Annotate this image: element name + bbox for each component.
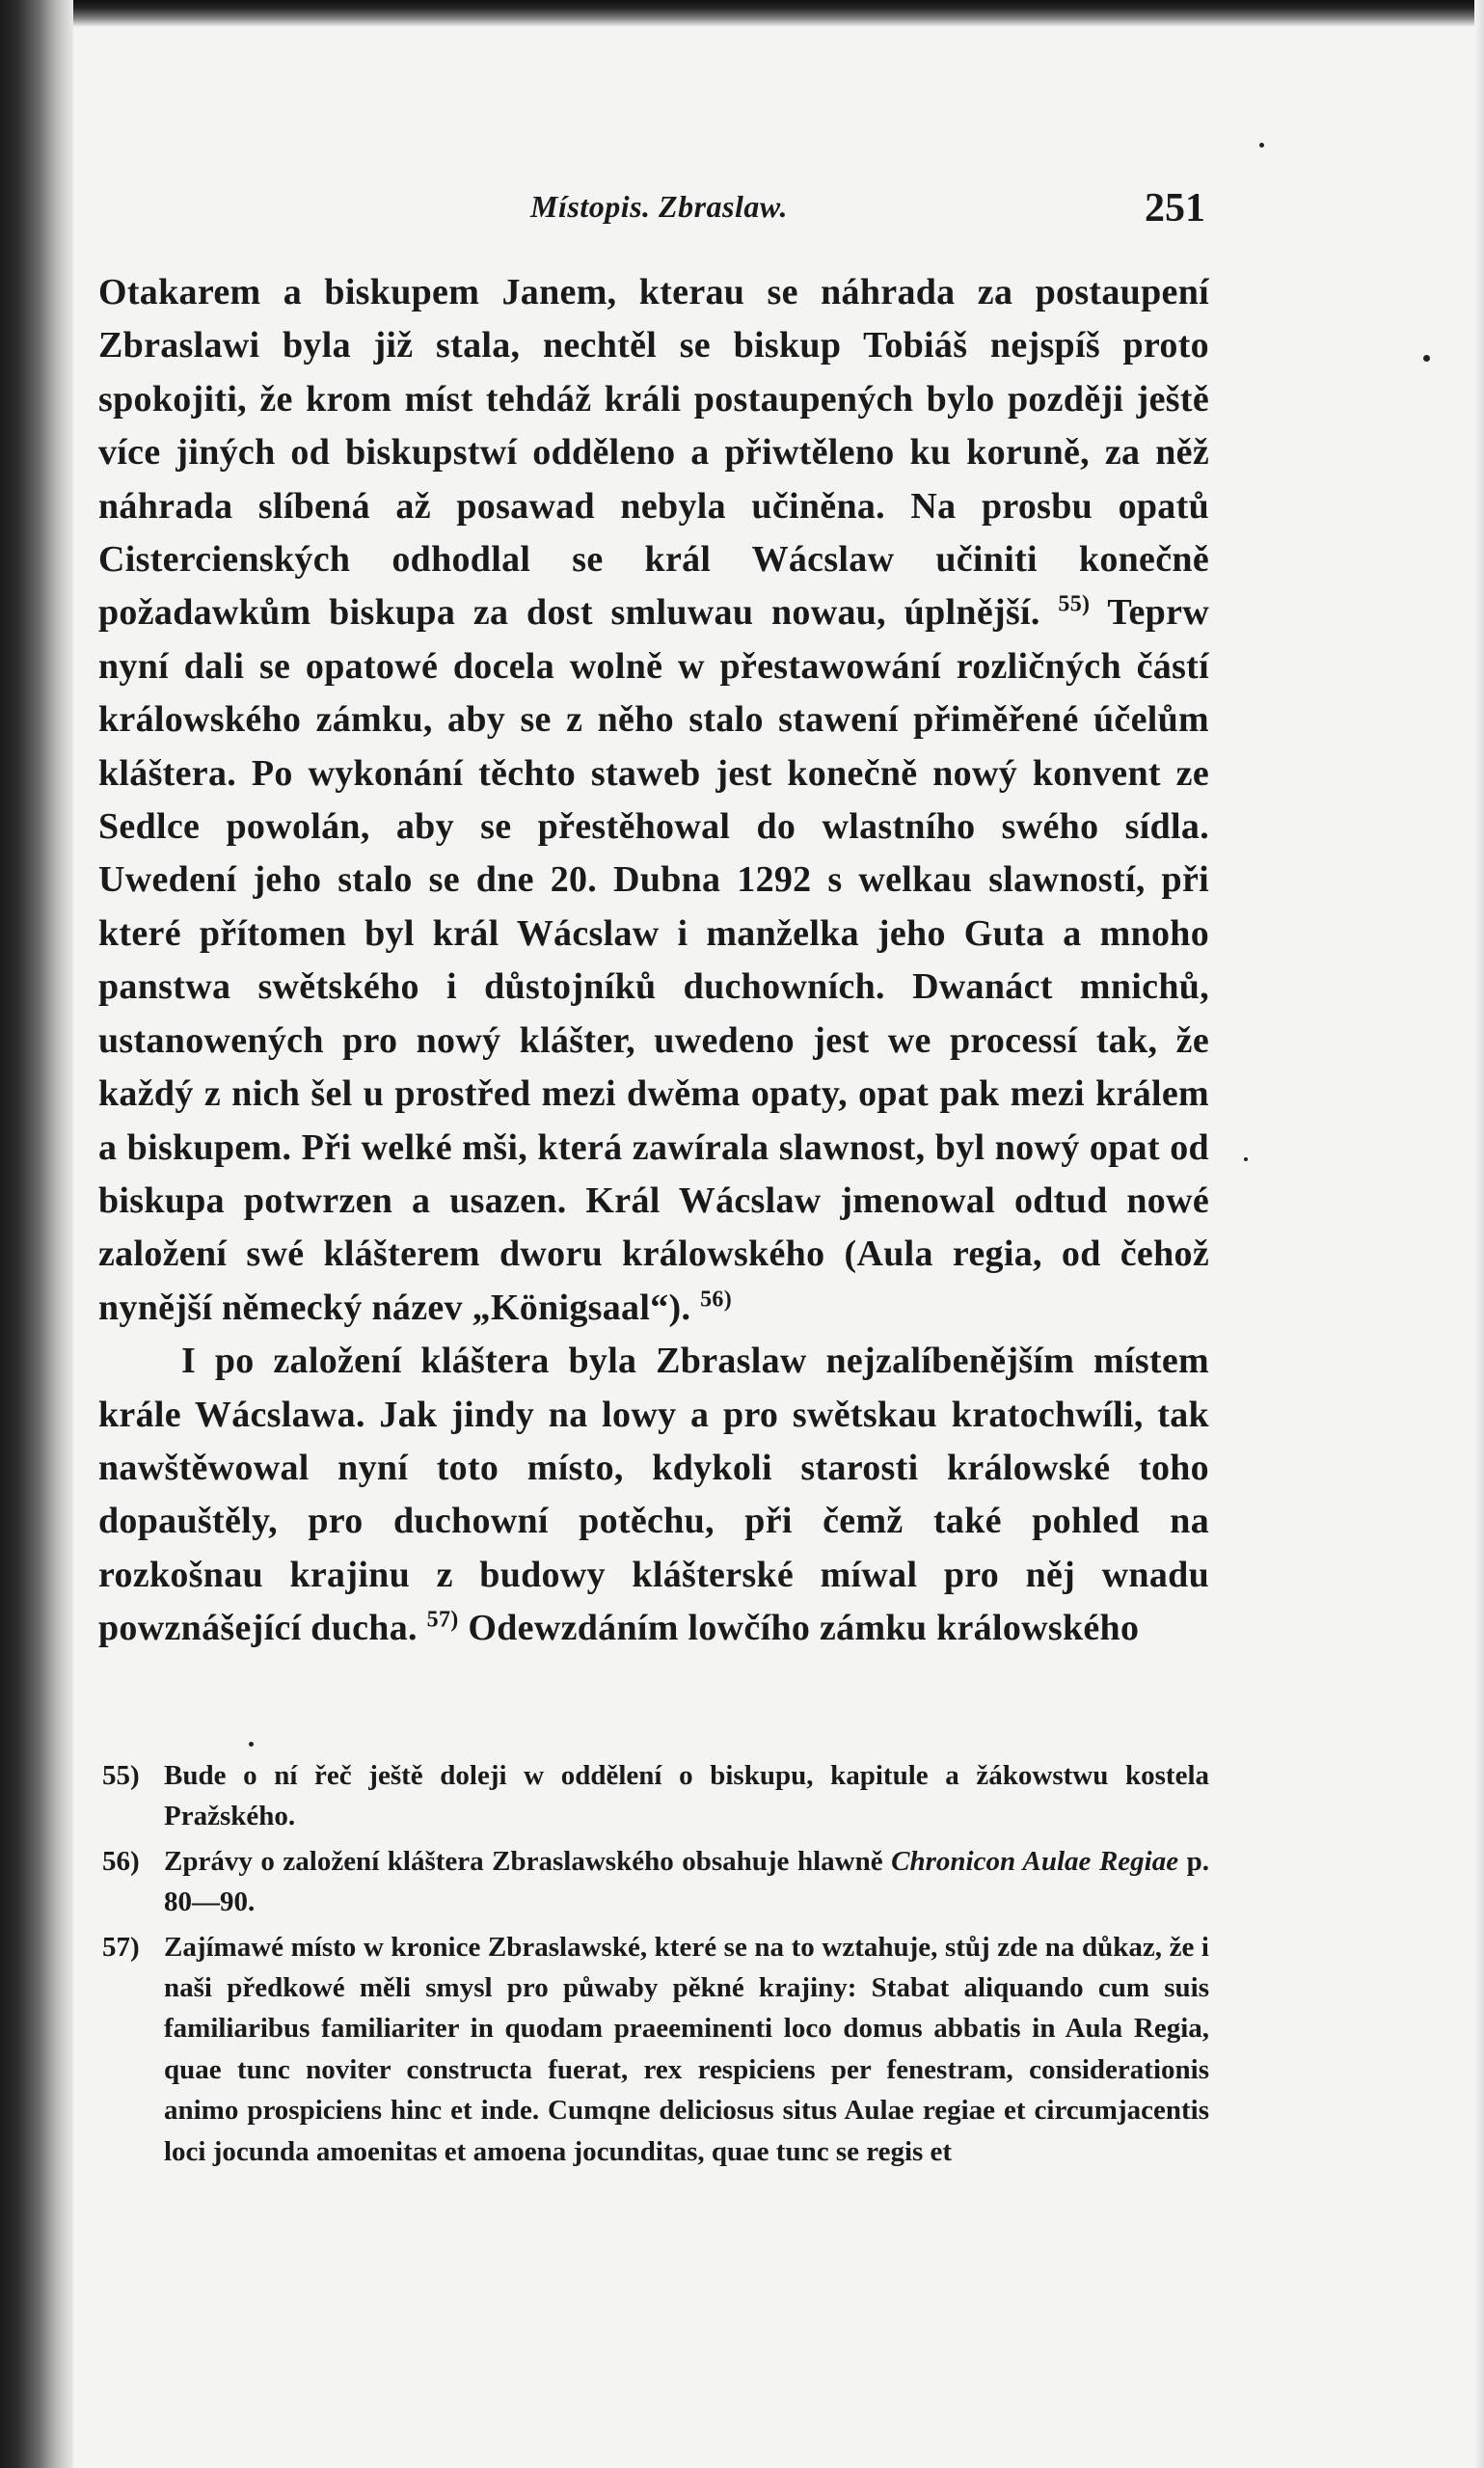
footnote-text <box>164 1841 1209 1923</box>
paragraph-2 <box>98 1335 1209 1655</box>
footnote-text-part-b: p. 80—90. <box>164 1845 1210 1918</box>
paragraph-1 <box>98 266 1209 1335</box>
paragraph-2-part-b: Odewzdáním lowčího zámku králowského <box>468 1608 1140 1649</box>
body-text <box>98 266 1209 1656</box>
footnote-text: Bude o ní řeč ještě doleji w oddělení o biskupu, kapitule a žákowstwu kostela Pražského. <box>164 1760 1209 1832</box>
footnote-57 <box>102 1927 1209 2172</box>
footnote-text-part-a: Zprávy o založení kláštera Zbraslawského obsahuje hlawně <box>164 1845 883 1877</box>
paragraph-1-part-b: Teprw nyní dali se opatowé docela wolně w přestawowání rozličných částí králowského zámku, aby se z něho stalo stawení přiměřené účelům kláštera. Po wykonání těchto staweb jest konečně nowý konvent ze Sedlce powolán, aby se přestěhowal do wlastního swého sídla. Uwedení jeho stalo se dne 20. Dubna 1292 s welkau slawností, při které přítomen byl král Wácslaw i manželka jeho Guta a mnoho panstwa swětského i důstojníků duchowních. Dwanáct mnichů, ustanowených pro nowý klášter, uwedeno jest we processí tak, že každý z nich šel u prostřed mezi dwěma opaty, opat pak mezi králem a biskupem. Při welké mši, která zawírala slawnost, byl nowý opat od biskupa potwrzen a usazen. Král Wácslaw jmenowal odtud nowé založení swé klášterem dworu králowského (Aula regia, od čehož nynější německý název „Königsaal“). <box>98 592 1209 1328</box>
footnote-mark: 55) <box>102 1760 140 1791</box>
page-number: 251 <box>1145 186 1205 231</box>
running-title: Místopis. Zbraslaw. <box>530 189 789 224</box>
footnote-55 <box>102 1755 1209 1837</box>
paragraph-1-part-a: Otakarem a biskupem Janem, kterau se náhrada za postaupení Zbraslawi byla již stala, nechtěl se biskup Tobiáš nejspíš proto spokojiti, že krom míst tehdáž králi postaupených bylo později ještě více jiných od biskupstwí odděleno a přiwtěleno ku koruně, za něž náhrada slíbená až posawad nebyla učiněna. Na prosbu opatů Cistercienských odhodlal se král Wácslaw učiniti konečně požadawkům biskupa za dost smluwau nowau, úplnější. <box>98 272 1209 634</box>
footnote-56 <box>102 1841 1209 1923</box>
footnote-source-title: Chronicon Aulae Regiae <box>891 1845 1179 1877</box>
running-head <box>96 186 1205 235</box>
footnote-text: Zajímawé místo w kronice Zbraslawské, které se na to wztahuje, stůj zde na důkaz, že i naši předkowé měli smysl pro půwaby pěkné krajiny: Stabat aliquando cum suis familiaribus familiariter in quodam praeeminenti loco domus abbatis in Aula Regia, quae tunc noviter constructa fuerat, rex respiciens per fenestram, considerationis animo prospiciens hinc et inde. Cumqne deliciosus situs Aulae regiae et circumjacentis loci jocunda amoenitas et amoena jocunditas, quae tunc se regis et <box>164 1931 1209 2167</box>
footnote-ref-55: 55) <box>1058 591 1091 617</box>
footnotes <box>102 1755 1209 2176</box>
footnote-mark: 57) <box>102 1931 140 1963</box>
footnote-mark: 56) <box>102 1845 140 1877</box>
paragraph-2-part-a: I po založení kláštera byla Zbraslaw nejzalíbenějším místem krále Wácslawa. Jak jindy na lowy a pro swětskau kratochwíli, tak nawštěwowal nyní toto místo, kdykoli starosti králowské toho dopauštěly, pro duchowní potěchu, při čemž také pohled na rozkošnau krajinu z budowy klášterské míwal pro něj wnadu powznášející ducha. <box>98 1341 1209 1649</box>
footnote-ref-56: 56) <box>700 1287 732 1313</box>
footnote-ref-57: 57) <box>426 1607 459 1633</box>
